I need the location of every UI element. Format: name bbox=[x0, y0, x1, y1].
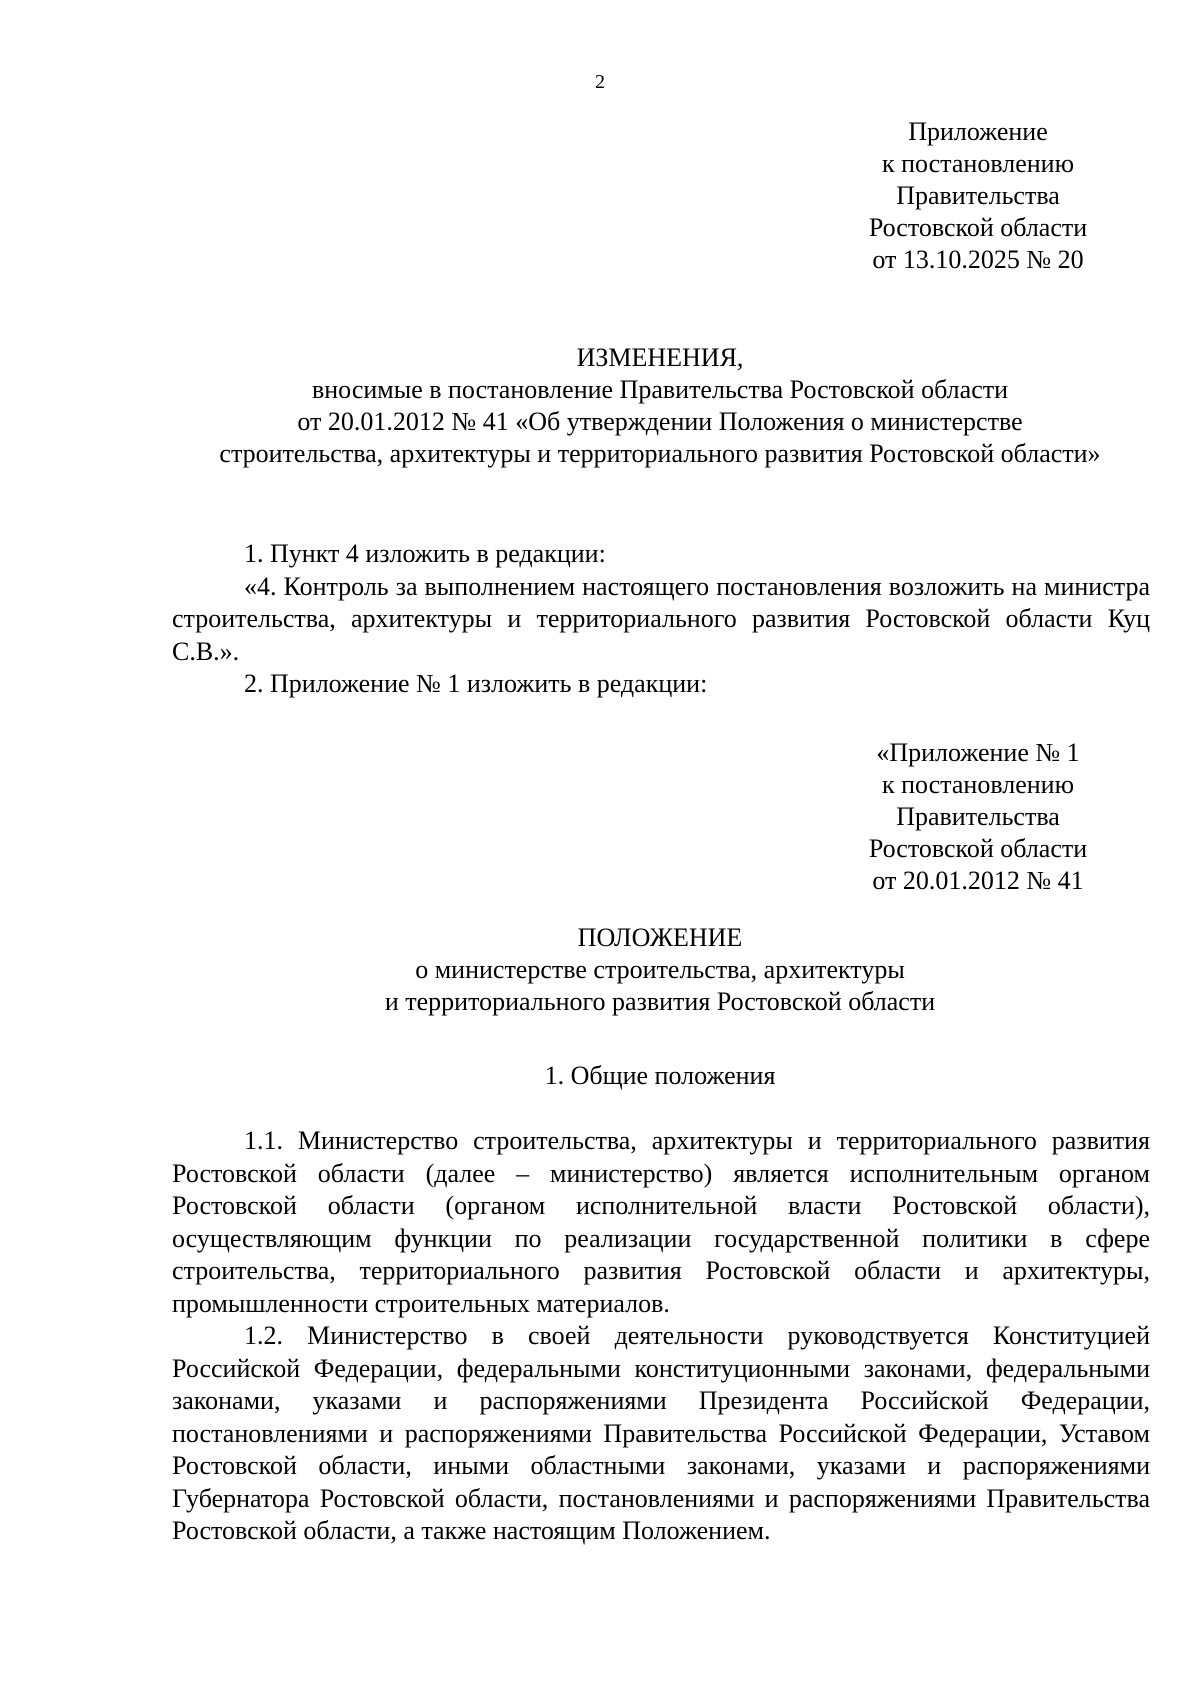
changes-subtitle-line: вносимые в постановление Правительства Ростовской области bbox=[311, 375, 1009, 404]
section-heading bbox=[170, 1060, 1150, 1092]
appendix-line: к постановлению bbox=[881, 149, 1075, 178]
paragraph: 1.1. Министерство строительства, архитектуры и территориального развития Ростовской области (далее – министерство) является исполнительным органом Ростовской области (органом исполнительной власти Ростовской области), осуществляющим функции по реализации государственной политики в сфере строительства, территориального развития Ростовской области и архитектуры, промышленности строительных материалов. bbox=[172, 1126, 1150, 1318]
regulation-heading bbox=[170, 922, 1150, 1018]
changes-body bbox=[172, 538, 1150, 701]
paragraph: 2. Приложение № 1 изложить в редакции: bbox=[244, 669, 708, 698]
appendix-line: от 20.01.2012 № 41 bbox=[872, 866, 1084, 895]
appendix-line: Ростовской области bbox=[868, 834, 1088, 863]
appendix-line: к постановлению bbox=[881, 770, 1075, 799]
appendix-line: Приложение bbox=[908, 117, 1048, 146]
appendix-line: Правительства bbox=[896, 181, 1060, 210]
appendix-line: Ростовской области bbox=[868, 213, 1088, 242]
appendix-line: от 13.10.2025 № 20 bbox=[872, 245, 1084, 274]
changes-heading bbox=[170, 342, 1150, 470]
changes-subtitle-line: от 20.01.2012 № 41 «Об утверждении Положения о министерстве bbox=[297, 407, 1023, 436]
changes-title: ИЗМЕНЕНИЯ, bbox=[576, 343, 744, 372]
paragraph: «4. Контроль за выполнением настоящего постановления возложить на министра строительства, архитектуры и территориального развития Ростовской области Куц С.В.». bbox=[172, 571, 1150, 666]
paragraph: 1.2. Министерство в своей деятельности руководствуется Конституцией Российской Федерации, федеральными конституционными законами, федеральными законами, указами и распоряжениями Президента Российской Федерации, постановлениями и распоряжениями Правительства Российской Федерации, Уставом Ростовской области, иными областными законами, указами и распоряжениями Губернатора Ростовской области, постановлениями и распоряжениями Правительства Ростовской области, а также настоящим Положением. bbox=[172, 1321, 1150, 1545]
appendix-reference-inner bbox=[818, 737, 1138, 897]
regulation-title: ПОЛОЖЕНИЕ bbox=[577, 923, 743, 952]
changes-subtitle-line: строительства, архитектуры и территориального развития Ростовской области» bbox=[219, 439, 1101, 468]
appendix-line: «Приложение № 1 bbox=[876, 738, 1080, 767]
paragraph: 1. Пункт 4 изложить в редакции: bbox=[244, 539, 606, 568]
section-title: 1. Общие положения bbox=[544, 1061, 776, 1090]
appendix-line: Правительства bbox=[896, 802, 1060, 831]
regulation-body bbox=[172, 1125, 1150, 1548]
regulation-subtitle-line: о министерстве строительства, архитектуры bbox=[415, 955, 905, 984]
page-number: 2 bbox=[595, 71, 605, 93]
appendix-reference-top bbox=[818, 116, 1138, 276]
regulation-subtitle-line: и территориального развития Ростовской области bbox=[384, 987, 936, 1016]
